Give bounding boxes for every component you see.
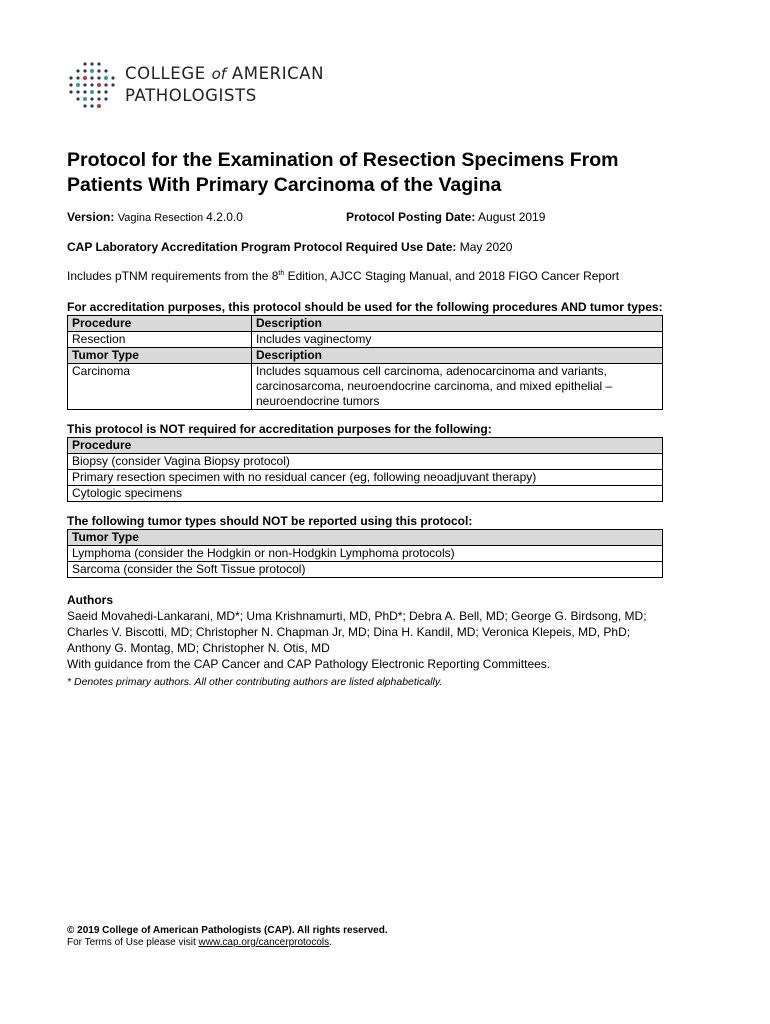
authors-line: Charles V. Biscotti, MD; Christopher N. Chapman Jr, MD; Dina H. Kandil, MD; Veronica Klepeis, MD, PhD; [67,625,631,639]
logo-dot [83,62,86,65]
logo-dot [104,97,107,100]
logo-dot [83,76,87,80]
table3-heading: The following tumor types should NOT be reported using this protocol: [67,514,473,528]
logo-dot [76,97,79,100]
logo-dot [83,104,86,107]
logo-dot [69,76,72,79]
logo-dot [76,83,80,87]
logo-dot [69,83,72,86]
logo-dot [104,76,108,80]
logo-dot [97,90,100,93]
logo-dot [83,97,87,101]
excluded-tumor-table [67,529,663,578]
accreditation-table [67,315,663,410]
terms-line: For Terms of Use please visit www.cap.org/cancerprotocols. [67,937,332,948]
logo-dot [76,76,79,79]
guidance-line: With guidance from the CAP Cancer and CAP Pathology Electronic Reporting Committees. [67,657,551,671]
table-row: Sarcoma (consider the Soft Tissue protocol) [68,562,663,578]
authors-note: * Denotes primary authors. All other contributing authors are listed alphabetically. [67,676,443,688]
posting-date: Protocol Posting Date: August 2019 [346,210,546,224]
table-row: Cytologic specimens [68,486,663,502]
table2-heading: This protocol is NOT required for accreditation purposes for the following: [67,422,492,436]
logo-dot [83,69,86,72]
authors-line: Anthony G. Montag, MD; Christopher N. Otis, MD [67,641,330,655]
logo-dot [104,69,107,72]
table-row: Lymphoma (consider the Hodgkin or non-Hodgkin Lymphoma protocols) [68,546,663,562]
logo-dot [97,69,100,72]
table-header-row: Procedure [68,438,663,454]
logo-dot [90,69,94,73]
logo-dot [90,76,93,79]
logo-dot [76,69,79,72]
includes-line: Includes pTNM requirements from the 8th Edition, AJCC Staging Manual, and 2018 FIGO Cancer Report [67,269,620,283]
logo-dot [97,62,100,65]
logo-dot [97,97,100,100]
logo-dot [90,90,94,94]
table-header-row: Tumor Type [68,530,663,546]
table1-heading: For accreditation purposes, this protocol should be used for the following procedures AND tumor types: [67,300,663,314]
logo-dot [97,76,100,79]
copyright: © 2019 College of American Pathologists (CAP). All rights reserved. [67,925,388,936]
logo-dot [76,90,79,93]
table-row: Biopsy (consider Vagina Biopsy protocol) [68,454,663,470]
authors-section [67,592,707,690]
logo-dot [111,76,114,79]
logo-dot [111,83,114,86]
cap-logo-dots-icon [67,60,117,112]
logo-dot [90,62,93,65]
table-row: Primary resection specimen with no residual cancer (eg, following neoadjuvant therapy) [68,470,663,486]
required-use-date: CAP Laboratory Accreditation Program Protocol Required Use Date: May 2020 [67,240,513,254]
page-title: Protocol for the Examination of Resection Specimens From Patients With Primary Carcinoma of the Vagina [67,149,619,196]
logo-dot [69,90,72,93]
table-header-row: Procedure Description [68,316,663,332]
not-required-table [67,437,663,502]
logo-dot [83,90,86,93]
logo-dot [97,104,101,108]
logo-dot [104,90,107,93]
table-row: Carcinoma Includes squamous cell carcinoma, adenocarcinoma and variants, carcinosarcoma, neuroendocrine carcinoma, and mixed epithelial – neuroendocrine tumors [68,364,663,410]
logo-dot [90,104,93,107]
footer [67,925,388,949]
logo-dot [104,83,107,86]
logo-dot [90,97,93,100]
logo-dot [97,83,101,87]
authors-heading: Authors [67,593,113,607]
table-row: Resection Includes vaginectomy [68,332,663,348]
cap-logo [67,60,324,112]
logo-text: COLLEGE of AMERICAN PATHOLOGISTS [125,64,325,105]
logo-dot [83,83,86,86]
terms-link[interactable]: www.cap.org/cancerprotocols [198,937,330,948]
table-header-row: Tumor Type Description [68,348,663,364]
logo-dot [90,83,93,86]
version-line: Version: Vagina Resection 4.2.0.0 [67,210,243,224]
authors-line: Saeid Movahedi-Lankarani, MD*; Uma Krishnamurti, MD, PhD*; Debra A. Bell, MD; George G. Birdsong, MD; [67,609,647,623]
